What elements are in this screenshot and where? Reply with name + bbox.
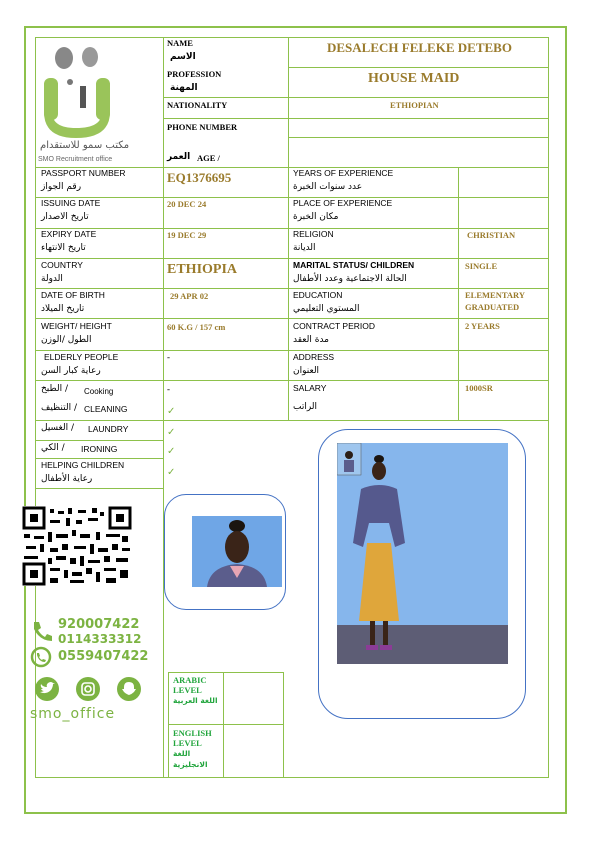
expiry-label: EXPIRY DATE [41, 229, 97, 239]
elderly-value: - [167, 352, 170, 362]
snapchat-icon [116, 676, 142, 702]
cleaning-check-icon: ✓ [167, 406, 176, 417]
english-level-label-ar-1: اللغة [173, 749, 191, 758]
whatsapp-icon [30, 646, 52, 668]
portrait-photo [192, 516, 282, 587]
country-label: COUNTRY [41, 260, 83, 270]
nationality-label: NATIONALITY [167, 100, 228, 110]
marital-label-ar: الحالة الاجتماعية وعدد الأطفال [293, 274, 407, 284]
elderly-label: ELDERLY PEOPLE [44, 352, 119, 362]
english-level-label: ENGLISH [173, 728, 212, 738]
address-label-ar: العنوان [293, 366, 320, 376]
expiry-value: 19 DEC 29 [167, 230, 207, 240]
dob-label: DATE OF BIRTH [41, 290, 105, 300]
weight-label-ar: الطول /الوزن [41, 335, 92, 345]
country-label-ar: الدولة [41, 274, 63, 284]
name-value: DESALECH FELEKE DETEBO [327, 40, 512, 55]
issuing-label-ar: تاريخ الاصدار [41, 212, 89, 222]
marital-value: SINGLE [465, 261, 498, 271]
contract-value: 2 YEARS [465, 321, 500, 331]
age-label: AGE / [197, 153, 220, 163]
logo-english-text: SMO Recruitment office [38, 156, 113, 163]
arabic-level-label-ar: اللغة العربية [173, 696, 218, 705]
marital-label: MARITAL STATUS/ CHILDREN [293, 260, 415, 270]
cleaning-label-ar: التنظيف / [41, 403, 77, 413]
english-level-label-ar-2: الانجليزية [173, 760, 208, 769]
weight-label: WEIGHT/ HEIGHT [41, 321, 112, 331]
place-label: PLACE OF EXPERIENCE [293, 198, 393, 208]
weight-value: 60 K.G / 157 cm [167, 322, 226, 332]
education-label: EDUCATION [293, 290, 343, 300]
name-label-ar: الاسم [170, 52, 196, 62]
salary-value: 1000SR [465, 383, 493, 393]
full-body-photo [337, 443, 508, 664]
arabic-level-label: ARABIC [173, 675, 207, 685]
expiry-label-ar: تاريخ الانتهاء [41, 243, 86, 253]
helping-check-icon: ✓ [167, 467, 176, 478]
phone-number-1: 920007422 [58, 617, 140, 632]
age-label-ar: العمر [167, 152, 191, 162]
whatsapp-number: 0559407422 [58, 649, 149, 664]
education-label-ar: المستوي التعليمي [293, 304, 360, 314]
cooking-value: - [167, 384, 170, 394]
helping-label-ar: رعاية الأطفال [41, 474, 93, 484]
logo-arabic-text: مكتب سمو للاستقدام [40, 140, 130, 151]
contract-label-ar: مدة العقد [293, 335, 329, 345]
religion-value: CHRISTIAN [467, 230, 516, 240]
address-label: ADDRESS [293, 352, 335, 362]
salary-label-ar: الراتب [293, 402, 318, 412]
contract-label: CONTRACT PERIOD [293, 321, 376, 331]
profession-label: PROFESSION [167, 69, 222, 79]
english-level-label-2: LEVEL [173, 738, 202, 748]
experience-label-ar: عدد سنوات الخبرة [293, 182, 363, 192]
education-value-line2: GRADUATED [465, 302, 520, 312]
experience-label: YEARS OF EXPERIENCE [293, 168, 394, 178]
cleaning-label: CLEANING [84, 404, 128, 414]
cooking-label-ar: الطبخ / [41, 384, 69, 394]
dob-value: 29 APR 02 [170, 291, 209, 301]
twitter-icon [34, 676, 60, 702]
qr-code-icon [22, 506, 132, 586]
issuing-label: ISSUING DATE [41, 198, 101, 208]
instagram-icon [75, 676, 101, 702]
social-handle: smo_office [30, 706, 116, 722]
passport-label-ar: رقم الجواز [41, 182, 82, 192]
country-value: ETHIOPIA [167, 262, 238, 277]
passport-value: EQ1376695 [167, 170, 232, 185]
helping-label: HELPING CHILDREN [41, 460, 125, 470]
religion-label-ar: الديانة [293, 243, 316, 253]
ironing-label-ar: الكي / [41, 443, 65, 453]
religion-label: RELIGION [293, 229, 334, 239]
name-label: NAME [167, 38, 193, 48]
arabic-level-label-2: LEVEL [173, 685, 202, 695]
phone-icon [30, 620, 54, 642]
education-value-line1: ELEMENTARY [465, 290, 525, 300]
ironing-check-icon: ✓ [167, 446, 176, 457]
passport-label: PASSPORT NUMBER [41, 168, 126, 178]
laundry-label: LAUNDRY [88, 424, 129, 434]
salary-label: SALARY [293, 383, 327, 393]
ironing-label: IRONING [81, 444, 118, 454]
elderly-label-ar: رعاية كبار السن [41, 366, 101, 376]
phone-number-2: 0114333312 [58, 632, 142, 646]
profession-value: HOUSE MAID [368, 71, 460, 86]
profession-label-ar: المهنة [170, 83, 198, 93]
cooking-label: Cooking [84, 387, 114, 396]
phone-label: PHONE NUMBER [167, 122, 238, 132]
place-label-ar: مكان الخبرة [293, 212, 339, 222]
issuing-value: 20 DEC 24 [167, 199, 207, 209]
nationality-value: ETHIOPIAN [390, 100, 439, 110]
laundry-check-icon: ✓ [167, 427, 176, 438]
dob-label-ar: تاريخ الميلاد [41, 304, 85, 314]
laundry-label-ar: الغسيل / [41, 423, 75, 433]
